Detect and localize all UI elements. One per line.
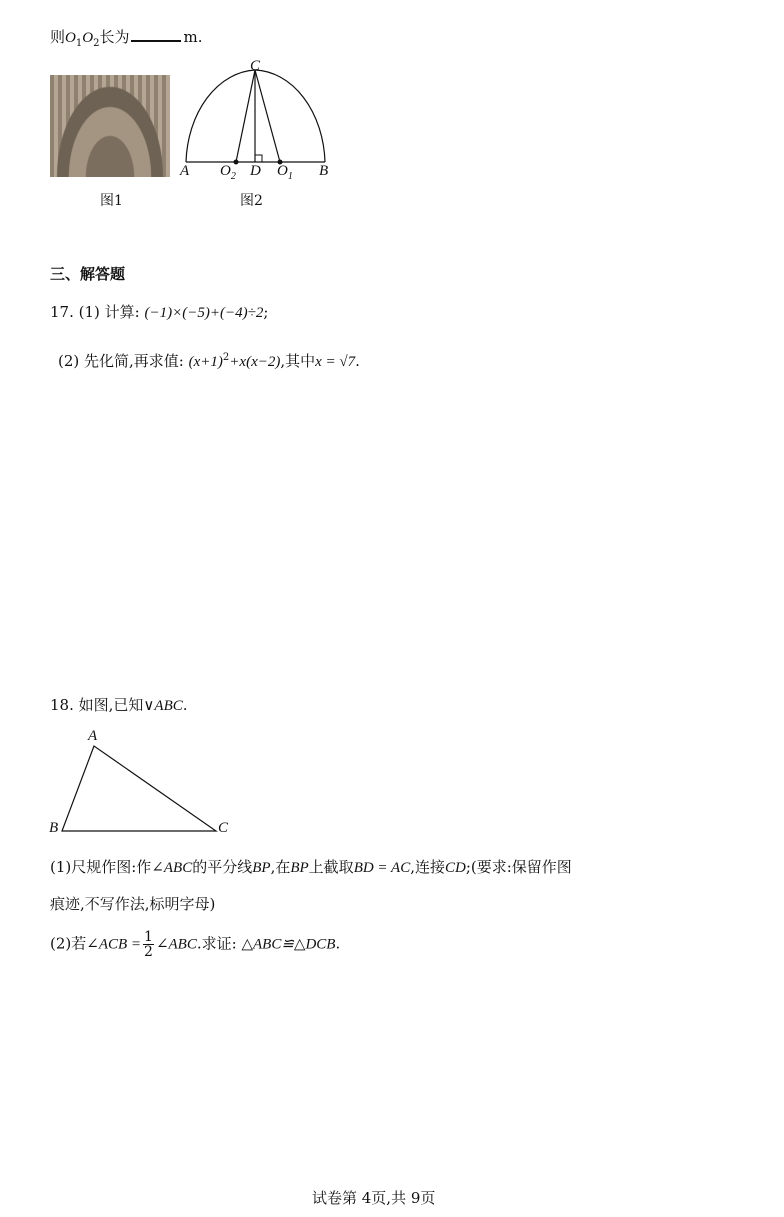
triangle-label-c: C <box>218 820 229 836</box>
fig2-label-c: C <box>250 58 261 74</box>
fig2-label-d: D <box>250 163 261 179</box>
fig2-line-co1 <box>255 70 280 162</box>
fig2-label-a: A <box>180 163 190 179</box>
fig2-label-o2: $O_2$ <box>220 163 236 182</box>
q17-part2-value: x = √7 <box>315 354 356 370</box>
answer-blank[interactable] <box>131 26 181 42</box>
fig2-arc-left <box>186 70 255 162</box>
q18-intro: 18. 如图,已知∨ABC. <box>50 696 188 714</box>
section-heading: 三、解答题 <box>50 265 126 283</box>
q17-part1-expression: (−1)×(−5)+(−4)÷2 <box>144 305 264 321</box>
q17-part2: (2) 先化简,再求值: $(x+1)^2+x(x-2)$,其中x = √7. <box>58 352 360 370</box>
fig2-arc-right <box>255 70 325 162</box>
triangle-label-b: B <box>49 820 59 836</box>
page-footer: 试卷第 4页,共 9页 <box>312 1189 436 1207</box>
fig2-right-angle-mark <box>255 155 262 162</box>
fig2-label-o1: $O_1$ <box>277 163 293 182</box>
fraction-one-half: $\frac{1}{2}$ <box>144 929 153 960</box>
fig1-caption: 图1 <box>100 193 123 209</box>
fig2-line-co2 <box>236 70 255 162</box>
fig2-caption: 图2 <box>240 193 263 209</box>
q17-part1: 17. (1) 计算: (−1)×(−5)+(−4)÷2; <box>50 303 269 321</box>
fig2-label-b: B <box>319 163 329 179</box>
q18-part2: (2)若∠ACB = $\frac{1}{2}$ ∠ABC.求证: △ABC≌△DCB. <box>50 929 341 960</box>
triangle-abc-figure <box>50 730 240 840</box>
cathedral-arch-photo <box>50 75 170 177</box>
q18-part1-line2: 痕迹,不写作法,标明字母) <box>50 895 216 913</box>
triangle-abc <box>62 746 216 831</box>
triangle-label-a: A <box>88 728 98 744</box>
q18-part1-line1: (1)尺规作图:作∠ABC的平分线BP,在BP上截取BD = AC,连接CD;(要求:保留作图 <box>50 858 572 876</box>
q16-answer-line: 则$O_1O_2$长为 m. <box>50 28 203 49</box>
